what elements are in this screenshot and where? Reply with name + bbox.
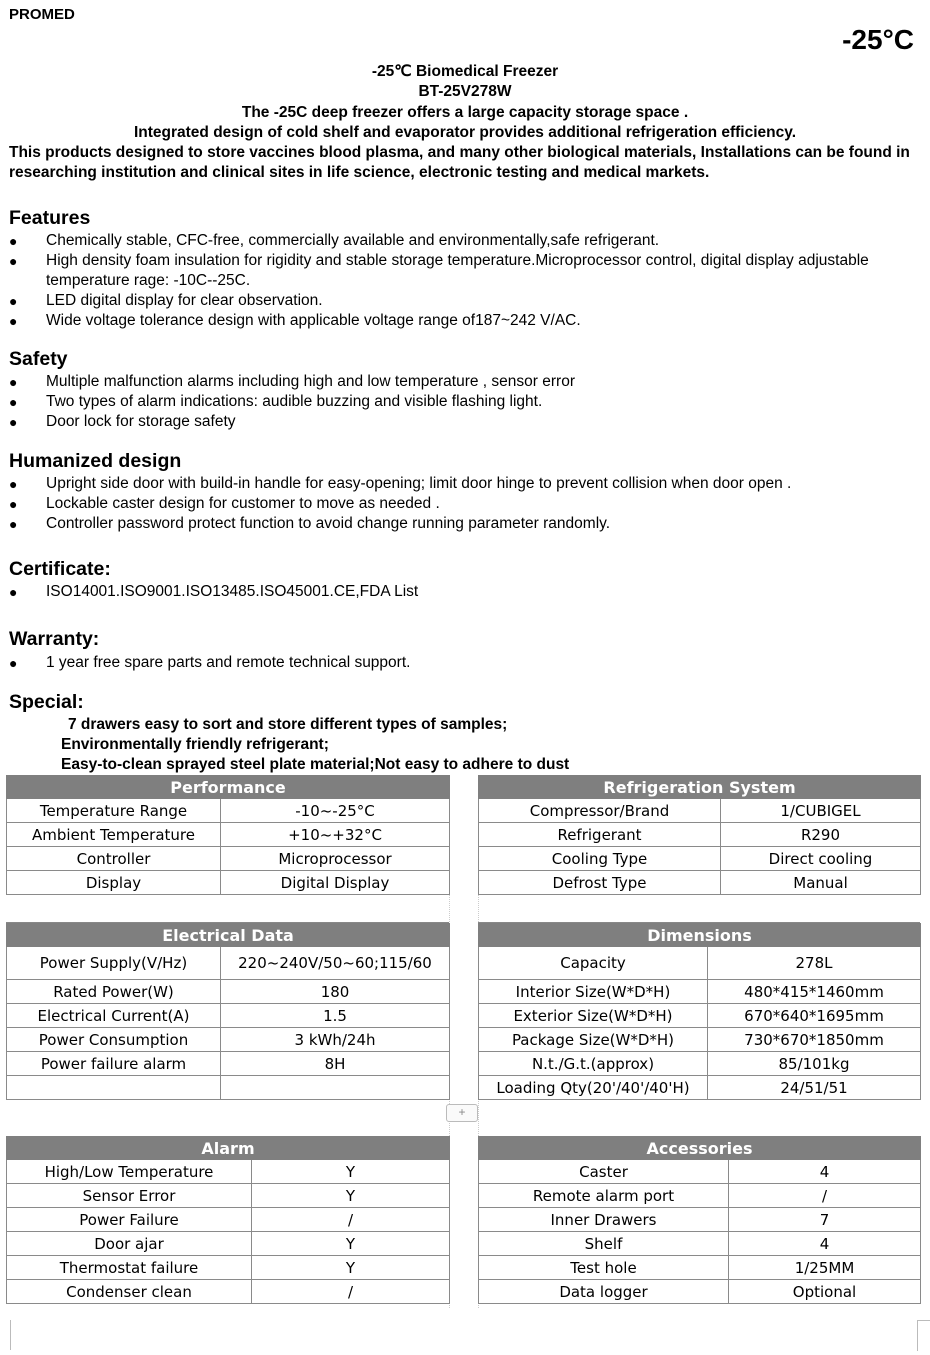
table-cell: Condenser clean xyxy=(7,1280,252,1304)
list-item: ● Multiple malfunction alarms including high and low temperature , sensor error xyxy=(9,372,909,392)
table-cell: Digital Display xyxy=(221,871,450,895)
table-cell: Refrigerant xyxy=(479,823,721,847)
safety-list xyxy=(9,372,909,432)
table-row xyxy=(479,1280,921,1304)
humanized-heading: Humanized design xyxy=(9,450,182,472)
table-row xyxy=(7,847,450,871)
table-cell: Temperature Range xyxy=(7,799,221,823)
accessories-table xyxy=(478,1136,921,1304)
list-item: ● Wide voltage tolerance design with applicable voltage range of187~242 V/AC. xyxy=(9,311,909,331)
table-row xyxy=(7,1232,450,1256)
table-cell: Ambient Temperature xyxy=(7,823,221,847)
table-cell: Manual xyxy=(721,871,921,895)
table-cell: R290 xyxy=(721,823,921,847)
table-row xyxy=(479,1232,921,1256)
table-cell: 278L xyxy=(708,947,921,980)
table-cell: 8H xyxy=(221,1052,450,1076)
list-item: ● 1 year free spare parts and remote technical support. xyxy=(9,653,909,673)
table-cell: Shelf xyxy=(479,1232,729,1256)
features-heading: Features xyxy=(9,207,91,229)
table-cell: Y xyxy=(252,1232,450,1256)
table-cell: 4 xyxy=(729,1160,921,1184)
certificate-list xyxy=(9,582,909,602)
list-item: ● Lockable caster design for customer to move as needed . xyxy=(9,494,909,514)
table-cell: Exterior Size(W*D*H) xyxy=(479,1004,708,1028)
table-cell: Cooling Type xyxy=(479,847,721,871)
table-header: Refrigeration System xyxy=(479,776,921,799)
table-cell: 4 xyxy=(729,1232,921,1256)
table-cell: Power Supply(V/Hz) xyxy=(7,947,221,980)
list-item: ● Door lock for storage safety xyxy=(9,412,909,432)
table-row xyxy=(7,823,450,847)
table-cell: Power Consumption xyxy=(7,1028,221,1052)
list-item: ● Upright side door with build-in handle for easy-opening; limit door hinge to prevent collision when door open . xyxy=(9,474,909,494)
list-item: ● Chemically stable, CFC-free, commercially available and environmentally,safe refrigerant. xyxy=(9,231,909,251)
table-cell: Caster xyxy=(479,1160,729,1184)
table-cell: Defrost Type xyxy=(479,871,721,895)
table-cell: 7 xyxy=(729,1208,921,1232)
table-cell: 670*640*1695mm xyxy=(708,1004,921,1028)
table-cell: 1/CUBIGEL xyxy=(721,799,921,823)
table-cell: Data logger xyxy=(479,1280,729,1304)
table-cell: Y xyxy=(252,1160,450,1184)
table-cell: -10~-25°C xyxy=(221,799,450,823)
warranty-heading: Warranty: xyxy=(9,628,100,650)
table-row xyxy=(479,799,921,823)
table-row xyxy=(7,1076,450,1100)
table-cell: Thermostat failure xyxy=(7,1256,252,1280)
table-cell: Optional xyxy=(729,1280,921,1304)
table-header: Electrical Data xyxy=(7,924,450,947)
table-cell: Power Failure xyxy=(7,1208,252,1232)
table-row xyxy=(479,1076,921,1100)
table-cell: Loading Qty(20'/40'/40'H) xyxy=(479,1076,708,1100)
table-row xyxy=(479,1208,921,1232)
table-row xyxy=(7,799,450,823)
special-heading: Special: xyxy=(9,691,84,713)
table-row xyxy=(7,1028,450,1052)
table-row xyxy=(7,1004,450,1028)
table-row xyxy=(479,980,921,1004)
table-cell: / xyxy=(729,1184,921,1208)
table-row xyxy=(7,947,450,980)
table-cell: 1.5 xyxy=(221,1004,450,1028)
temperature-badge: -25°C xyxy=(842,24,914,55)
table-cell: Rated Power(W) xyxy=(7,980,221,1004)
add-row-handle[interactable]: + xyxy=(446,1104,478,1122)
table-row xyxy=(479,1184,921,1208)
table-cell: Electrical Current(A) xyxy=(7,1004,221,1028)
table-cell: Direct cooling xyxy=(721,847,921,871)
table-cell: 1/25MM xyxy=(729,1256,921,1280)
brand-label: PROMED xyxy=(9,6,75,23)
list-item: ● LED digital display for clear observation. xyxy=(9,291,909,311)
table-row xyxy=(479,1256,921,1280)
table-cell: 180 xyxy=(221,980,450,1004)
page-corner-mark xyxy=(917,1320,930,1351)
table-cell: Power failure alarm xyxy=(7,1052,221,1076)
table-cell: Remote alarm port xyxy=(479,1184,729,1208)
table-cell: 24/51/51 xyxy=(708,1076,921,1100)
safety-heading: Safety xyxy=(9,348,68,370)
table-cell: 480*415*1460mm xyxy=(708,980,921,1004)
intro-line-2: Integrated design of cold shelf and evaporator provides additional refrigeration efficiency. xyxy=(133,124,797,141)
table-cell: 730*670*1850mm xyxy=(708,1028,921,1052)
table-cell: N.t./G.t.(approx) xyxy=(479,1052,708,1076)
intro-line-3: This products designed to store vaccines blood plasma, and many other biological materials, Installations can be found in researching institution and clinical sites in life science, electronic testing and medical markets. xyxy=(9,144,910,181)
product-model: BT-25V278W xyxy=(418,83,512,100)
features-list xyxy=(9,231,909,331)
table-cell: / xyxy=(252,1280,450,1304)
table-cell: High/Low Temperature xyxy=(7,1160,252,1184)
certificate-heading: Certificate: xyxy=(9,558,111,580)
table-cell: Door ajar xyxy=(7,1232,252,1256)
table-cell: 220~240V/50~60;115/60 xyxy=(221,947,450,980)
table-cell: Inner Drawers xyxy=(479,1208,729,1232)
table-cell: Y xyxy=(252,1256,450,1280)
table-row xyxy=(479,847,921,871)
table-gap-column xyxy=(449,775,479,1308)
table-cell: / xyxy=(252,1208,450,1232)
list-item: ● Two types of alarm indications: audible buzzing and visible flashing light. xyxy=(9,392,909,412)
page-corner-mark xyxy=(10,1320,11,1350)
table-row xyxy=(479,1052,921,1076)
table-cell: Capacity xyxy=(479,947,708,980)
alarm-table xyxy=(6,1136,450,1304)
dimensions-table xyxy=(478,923,921,1100)
table-cell xyxy=(221,1076,450,1100)
table-row xyxy=(479,1004,921,1028)
table-cell: Y xyxy=(252,1184,450,1208)
table-row xyxy=(7,1052,450,1076)
electrical-table xyxy=(6,923,450,1100)
table-row xyxy=(479,871,921,895)
table-row xyxy=(7,980,450,1004)
table-row xyxy=(7,1184,450,1208)
table-header: Performance xyxy=(7,776,450,799)
table-row xyxy=(7,1160,450,1184)
special-line: Easy-to-clean sprayed steel plate material;Not easy to adhere to dust xyxy=(61,756,570,773)
table-cell: Microprocessor xyxy=(221,847,450,871)
table-cell: +10~+32°C xyxy=(221,823,450,847)
table-row xyxy=(7,1256,450,1280)
special-line: 7 drawers easy to sort and store different types of samples; xyxy=(68,716,508,733)
table-cell: Sensor Error xyxy=(7,1184,252,1208)
table-row xyxy=(7,871,450,895)
table-cell: 3 kWh/24h xyxy=(221,1028,450,1052)
performance-table xyxy=(6,775,450,895)
list-item: ● Controller password protect function to avoid change running parameter randomly. xyxy=(9,514,909,534)
table-cell: 85/101kg xyxy=(708,1052,921,1076)
table-cell: Display xyxy=(7,871,221,895)
table-cell xyxy=(7,1076,221,1100)
table-row xyxy=(7,1208,450,1232)
table-cell: Controller xyxy=(7,847,221,871)
table-header: Dimensions xyxy=(479,924,921,947)
table-cell: Interior Size(W*D*H) xyxy=(479,980,708,1004)
table-header: Accessories xyxy=(479,1137,921,1160)
intro-line-1: The -25C deep freezer offers a large capacity storage space . xyxy=(241,104,689,121)
table-cell: Package Size(W*D*H) xyxy=(479,1028,708,1052)
table-header: Alarm xyxy=(7,1137,450,1160)
warranty-list xyxy=(9,653,909,673)
table-cell: Test hole xyxy=(479,1256,729,1280)
special-line: Environmentally friendly refrigerant; xyxy=(61,736,329,753)
table-row xyxy=(479,1160,921,1184)
refrigeration-table xyxy=(478,775,921,895)
table-row xyxy=(479,823,921,847)
table-row xyxy=(7,1280,450,1304)
table-row xyxy=(479,1028,921,1052)
list-item: ● High density foam insulation for rigidity and stable storage temperature.Microprocessor control, digital display adjustable temperature rage: -10C--25C. xyxy=(9,251,909,291)
humanized-list xyxy=(9,474,909,534)
table-row xyxy=(479,947,921,980)
table-cell: Compressor/Brand xyxy=(479,799,721,823)
product-title: -25℃ Biomedical Freezer xyxy=(371,63,559,80)
list-item: ● ISO14001.ISO9001.ISO13485.ISO45001.CE,FDA List xyxy=(9,582,909,602)
